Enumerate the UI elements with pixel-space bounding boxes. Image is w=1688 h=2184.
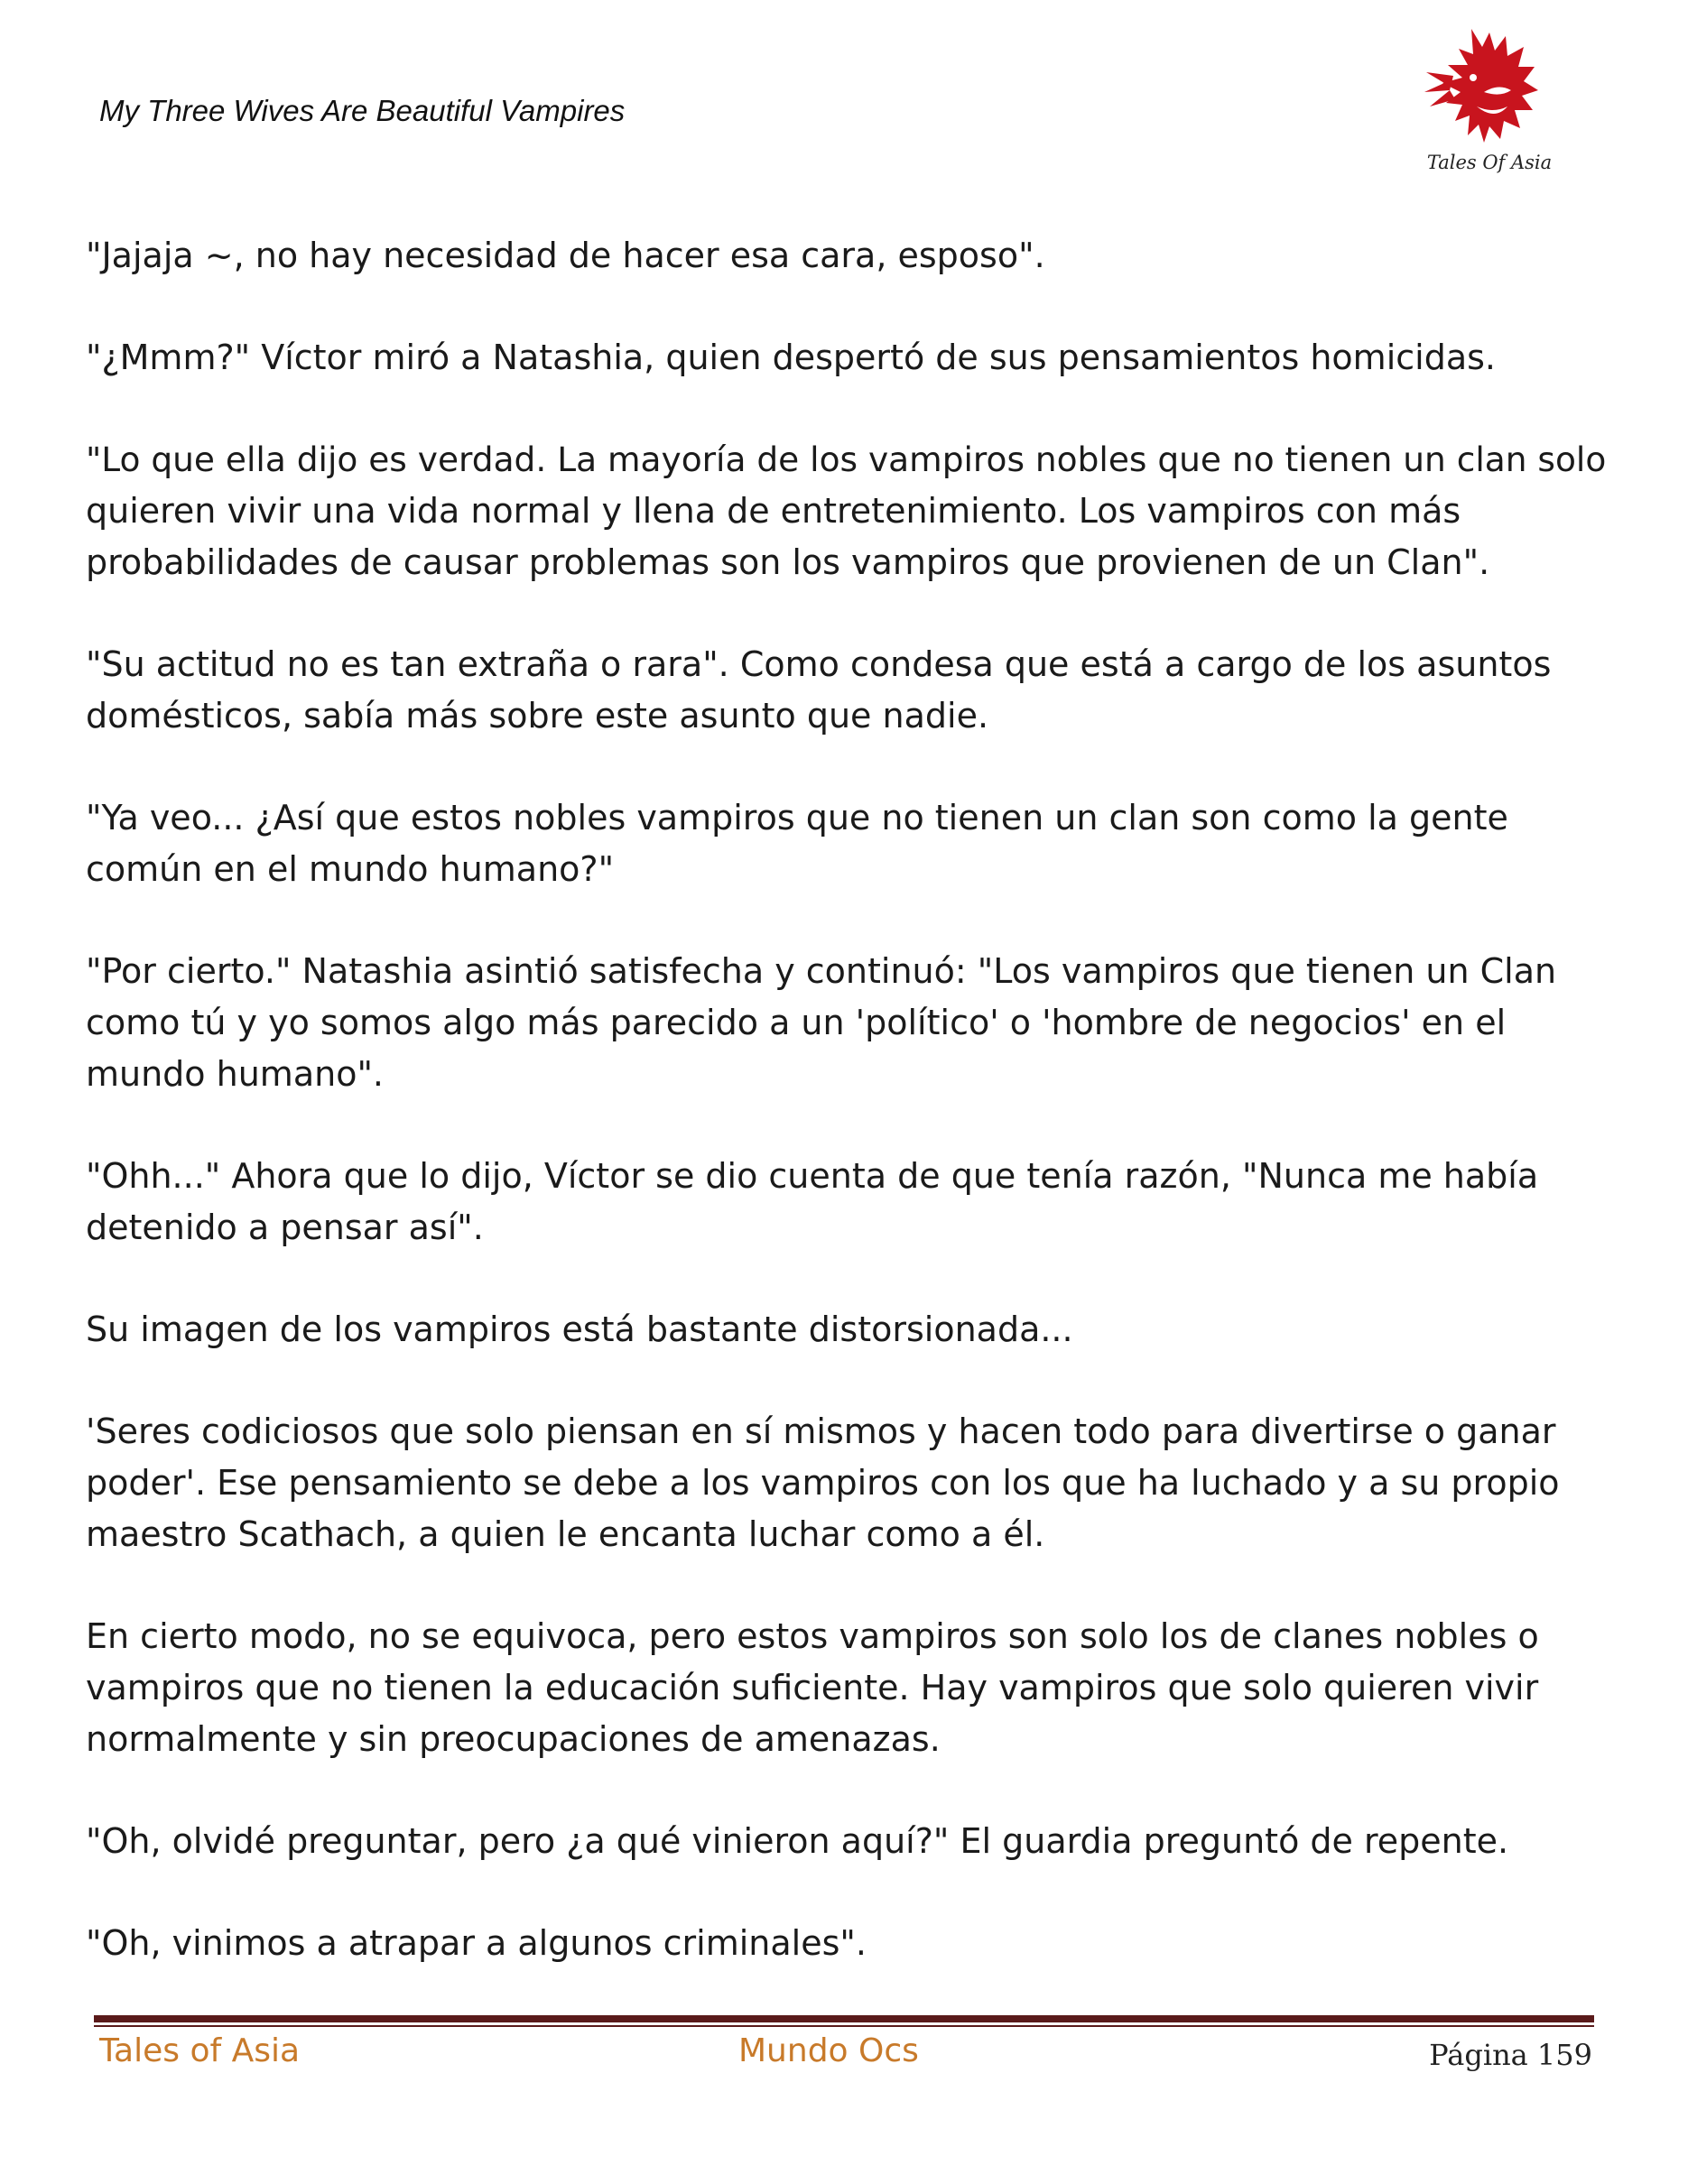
text-line: 'Seres codiciosos que solo piensan en sí mismos y hacen todo para divertirse o ganar (86, 1411, 1556, 1451)
text-line: "Lo que ella dijo es verdad. La mayoría de los vampiros nobles que no tienen un clan solo (86, 440, 1607, 479)
footer-translator: Mundo Ocs (738, 2032, 919, 2069)
text-line: En cierto modo, no se equivoca, pero estos vampiros son solo los de clanes nobles o (86, 1616, 1539, 1656)
footer-divider-thick (94, 2015, 1594, 2022)
text-line: probabilidades de causar problemas son los vampiros que provienen de un Clan". (86, 542, 1490, 582)
paragraph (86, 1611, 1620, 1765)
paragraph (86, 1816, 1620, 1867)
text-line: vampiros que no tienen la educación suficiente. Hay vampiros que solo quieren vivir (86, 1668, 1539, 1707)
footer-publisher: Tales of Asia (99, 2032, 301, 2069)
text-line: "¿Mmm?" Víctor miró a Natashia, quien despertó de sus pensamientos homicidas. (86, 338, 1496, 377)
logo-caption: Tales Of Asia (1426, 152, 1553, 173)
text-line: poder'. Ese pensamiento se debe a los vampiros con los que ha luchado y a su propio (86, 1463, 1560, 1503)
text-line: "Ohh..." Ahora que lo dijo, Víctor se dio cuenta de que tenía razón, "Nunca me había (86, 1156, 1539, 1196)
paragraph (86, 230, 1620, 282)
text-line: mundo humano". (86, 1054, 384, 1094)
text-line: "Ya veo... ¿Así que estos nobles vampiros que no tienen un clan son como la gente (86, 798, 1508, 838)
text-line: normalmente y sin preocupaciones de amenazas. (86, 1719, 941, 1759)
document-header-title: My Three Wives Are Beautiful Vampires (99, 94, 626, 127)
text-line: quieren vivir una vida normal y llena de entretenimiento. Los vampiros con más (86, 491, 1461, 531)
text-line: domésticos, sabía más sobre este asunto que nadie. (86, 696, 989, 736)
text-line: como tú y yo somos algo más parecido a un 'político' o 'hombre de negocios' en el (86, 1003, 1507, 1042)
paragraph (86, 639, 1620, 742)
text-line: maestro Scathach, a quien le encanta luchar como a él. (86, 1514, 1045, 1554)
paragraph (86, 792, 1620, 895)
text-line: detenido a pensar así". (86, 1208, 484, 1247)
text-line: "Oh, vinimos a atrapar a algunos criminales". (86, 1923, 867, 1963)
footer-divider (94, 2015, 1594, 2027)
red-dragon-icon (1417, 20, 1562, 155)
paragraph (86, 1304, 1620, 1356)
footer-divider-thin (94, 2025, 1594, 2027)
document-body (86, 230, 1620, 2020)
text-line: "Jajaja ~, no hay necesidad de hacer esa cara, esposo". (86, 236, 1045, 275)
text-line: "Su actitud no es tan extraña o rara". Como condesa que está a cargo de los asuntos (86, 644, 1552, 684)
paragraph (86, 1151, 1620, 1254)
tales-of-asia-logo (1417, 20, 1562, 182)
text-line: "Por cierto." Natashia asintió satisfecha y continuó: "Los vampiros que tienen un Clan (86, 951, 1557, 991)
paragraph (86, 1918, 1620, 1969)
page-number: Página 159 (1429, 2038, 1592, 2072)
paragraph (86, 332, 1620, 384)
paragraph (86, 434, 1620, 588)
text-line: Su imagen de los vampiros está bastante distorsionada... (86, 1309, 1073, 1349)
paragraph (86, 1406, 1620, 1560)
paragraph (86, 946, 1620, 1100)
text-line: "Oh, olvidé preguntar, pero ¿a qué vinieron aquí?" El guardia preguntó de repente. (86, 1821, 1509, 1861)
text-line: común en el mundo humano?" (86, 849, 615, 889)
